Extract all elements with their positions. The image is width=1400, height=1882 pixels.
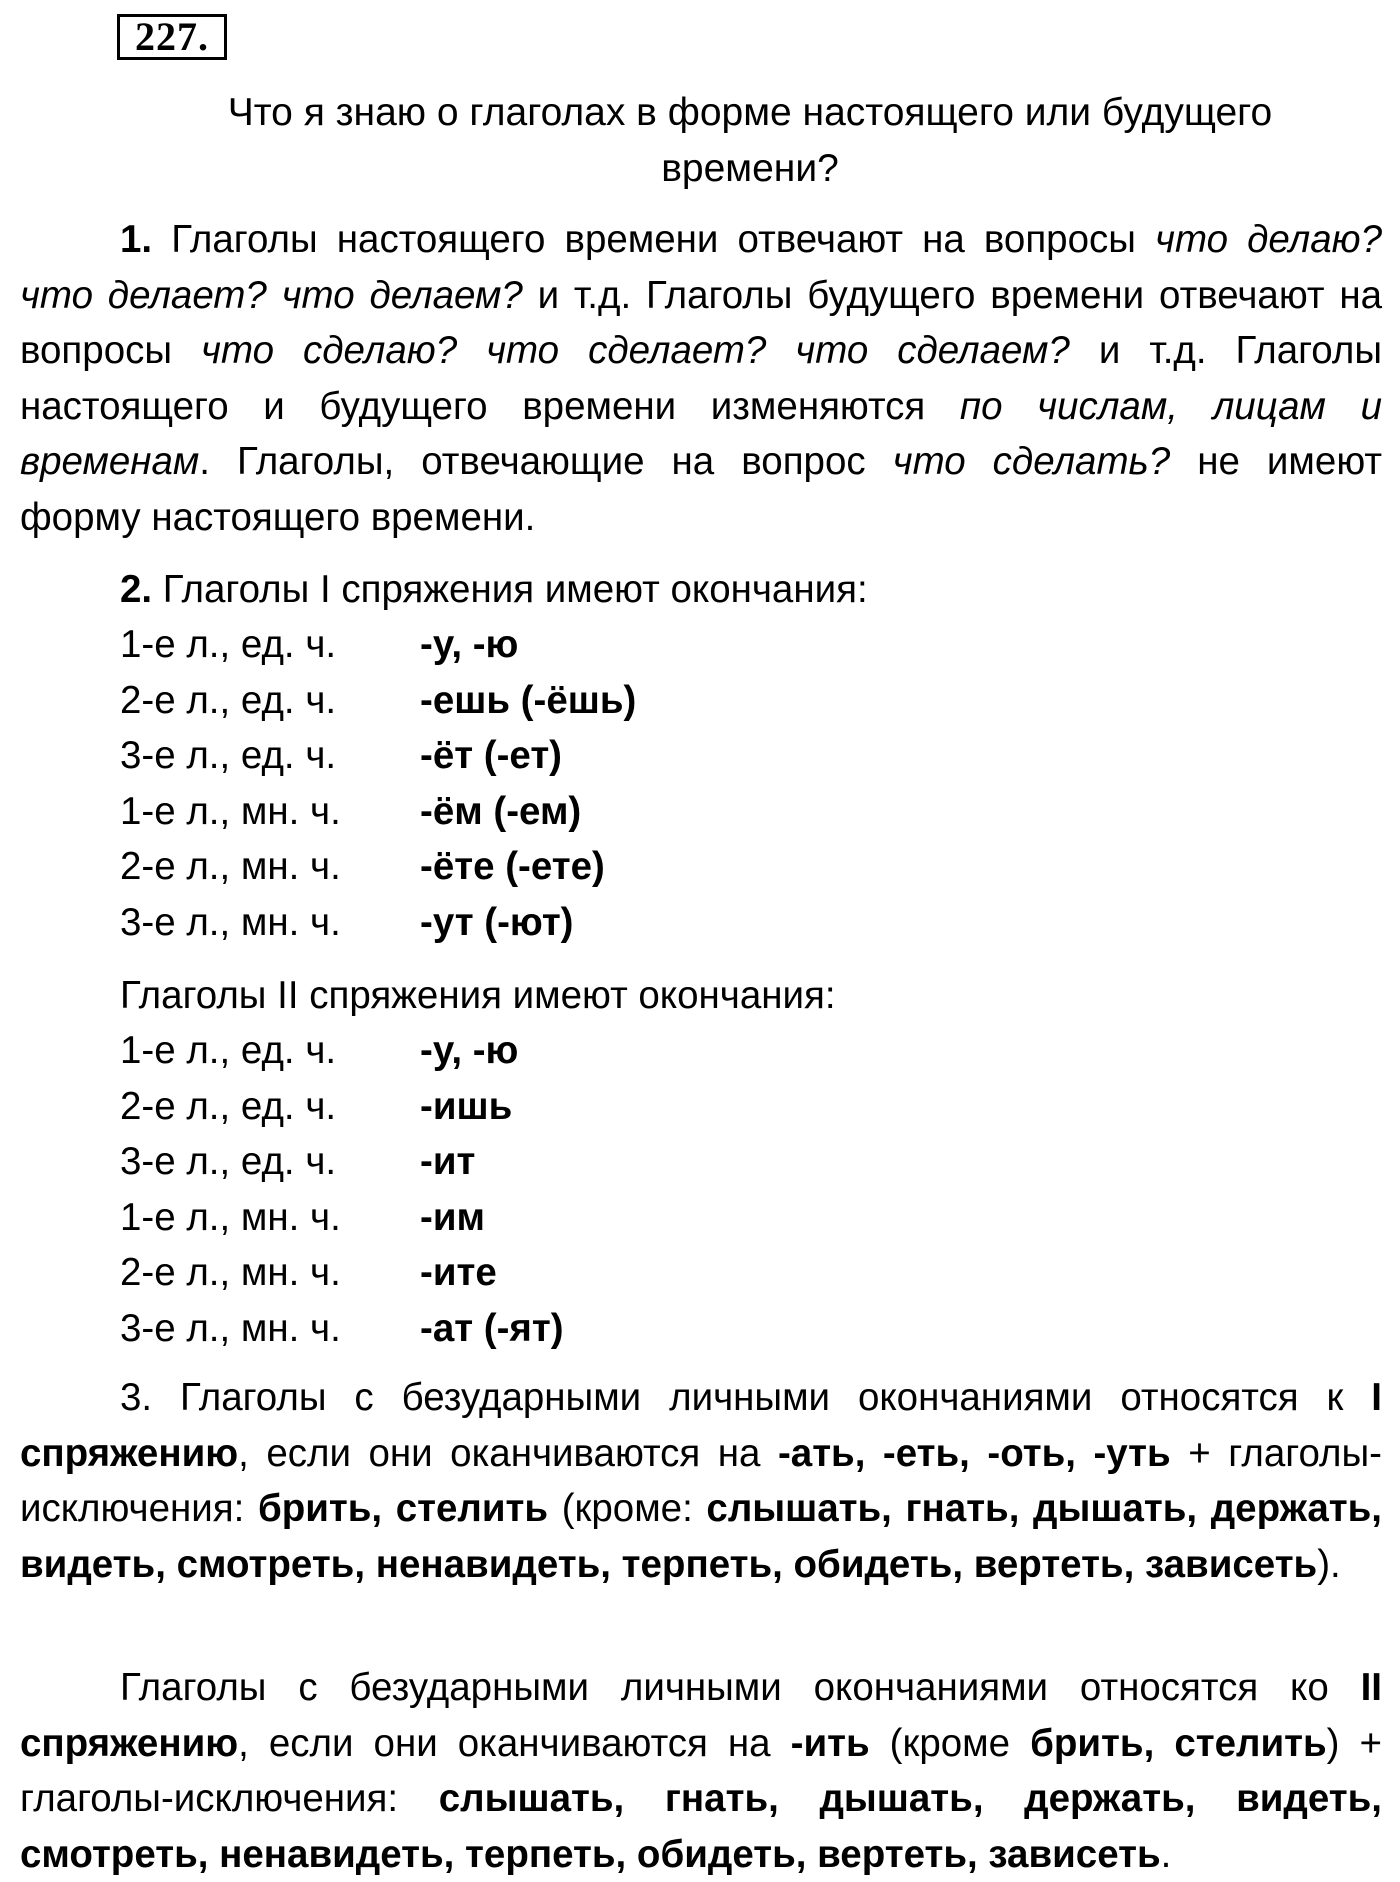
ending-value: -ат (-ят) [420,1306,564,1350]
ending-value: -им [420,1195,485,1239]
ending-row [120,895,636,951]
section-1-text-4: . Глаголы, отвечающие на вопрос [199,440,893,483]
conjugation-2-exceptions: слышать, гнать, дышать, держать, видеть, смотреть, ненавидеть, терпеть, обидеть, вертеть, зависеть [20,1777,1382,1876]
person-label: 3-е л., ед. ч. [120,1140,337,1184]
ending-value: -ишь [420,1084,513,1128]
ending-row [120,728,636,784]
conjugation-1-label: I спряжению [20,1376,1382,1475]
ending-row [120,1190,564,1246]
person-label: 2-е л., ед. ч. [120,1084,337,1128]
conjugation-1-heading-text: Глаголы I спряжения имеют окончания: [152,568,868,611]
ending-row [120,1301,564,1357]
section-3-text-4: (кроме: [548,1487,707,1530]
future-tense-questions: что сделаю? что сделает? что сделаем? [201,329,1070,372]
ending-row [120,784,636,840]
ending-row [120,1134,564,1190]
person-label: 2-е л., ед. ч. [120,678,337,722]
person-label: 2-е л., мн. ч. [120,1251,341,1295]
ending-value: -ешь (-ёшь) [420,678,637,722]
section-1-text-2: и т.д. Глаголы будущего времени отвечают на вопросы [20,273,1382,372]
section-4-paragraph [20,1660,1382,1882]
section-4-text-4: ) + глаголы-исключения: [20,1721,1382,1820]
section-1-text-5: не имеют форму настоящего времени. [20,440,1382,539]
ending-row [120,1245,564,1301]
section-3-text-2: , если они оканчиваются на [238,1431,778,1475]
conjugation-2-heading: Глаголы II спряжения имеют окончания: [120,974,836,1017]
change-categories: по числам, лицам и временам [20,384,1382,483]
conjugation-2-label: II спряжению [20,1666,1382,1765]
section-1-text-1: Глаголы настоящего времени отвечают на вопросы [152,218,1156,261]
conjugation-2-infinitive-ending: -ить [790,1721,870,1765]
section-4-text-2: , если они оканчиваются на [238,1721,791,1765]
person-label: 3-е л., ед. ч. [120,734,337,778]
person-label: 1-е л., мн. ч. [120,789,341,833]
conjugation-2-excluded-verbs: брить, стелить [1030,1721,1327,1765]
ending-row [120,673,636,729]
section-1-number: 1. [120,218,153,261]
conjugation-1-excluded-verbs: слышать, гнать, дышать, держать, видеть, смотреть, ненавидеть, терпеть, обидеть, вертеть, зависеть [20,1487,1382,1586]
person-label: 1-е л., ед. ч. [120,623,337,666]
ending-value: -у, -ю [420,623,519,666]
section-3-paragraph [20,1370,1382,1592]
section-3-text-3: + глаголы-исключения: [20,1431,1383,1530]
conjugation-1-infinitive-endings: -ать, -еть, -оть, -уть [777,1431,1171,1475]
conjugation-1-endings [120,617,636,951]
ending-row [120,1079,564,1135]
conjugation-1-exceptions: брить, стелить [257,1487,549,1530]
exercise-number: 227. [117,14,227,60]
conjugation-1-heading [120,562,868,617]
ending-value: -ите [420,1251,497,1295]
person-label: 2-е л., мн. ч. [120,845,341,889]
person-label: 1-е л., ед. ч. [120,1029,337,1072]
section-1-paragraph [20,212,1382,545]
ending-row [120,1023,564,1079]
ending-value: -ит [420,1140,476,1184]
ending-value: -ут (-ют) [420,900,574,944]
person-label: 3-е л., мн. ч. [120,900,341,944]
section-3-text-5: ). [1317,1542,1341,1586]
person-label: 1-е л., мн. ч. [120,1195,341,1239]
section-1-text-3: и т.д. Глаголы настоящего и будущего времени изменяются [20,329,1383,428]
ending-value: -ёте (-ете) [420,845,605,889]
page-title: Что я знаю о глаголах в форме настоящего или будущего времени? [227,91,1273,190]
ending-value: -ёт (-ет) [420,734,563,778]
person-label: 3-е л., мн. ч. [120,1306,341,1350]
perfective-question: что сделать? [892,440,1171,483]
ending-row [120,617,636,673]
section-3-text-1: 3. Глаголы с безударными личными окончаниями относятся к [120,1376,1372,1419]
section-4-text-1: Глаголы с безударными личными окончаниями относятся ко [120,1666,1361,1709]
ending-value: -ём (-ем) [420,789,582,833]
present-tense-questions: что делаю? что делает? что делаем? [20,218,1382,317]
conjugation-2-endings [120,1023,564,1357]
ending-row [120,839,636,895]
section-4-text-3: (кроме [869,1721,1031,1765]
section-4-text-5: . [1160,1832,1172,1876]
section-2-number: 2. [120,568,153,611]
ending-value: -у, -ю [420,1029,519,1072]
